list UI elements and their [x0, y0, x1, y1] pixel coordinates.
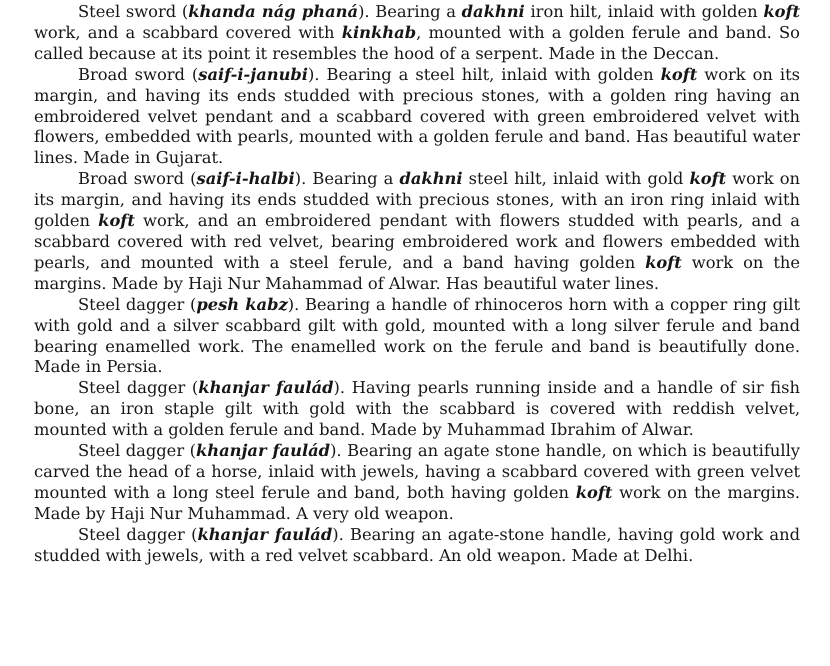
- entry-pesh-kabz: [34, 295, 800, 379]
- term-dakhni: dakhni: [461, 2, 525, 21]
- entry-saif-i-janubi: [34, 65, 800, 170]
- term-koft: koft: [645, 252, 682, 272]
- entry-lead-text: Broad sword (: [78, 169, 197, 189]
- entry-text: ). Bearing an agate stone handle, on which is beautifully carved the head of a horse, inlaid with jewels, having a scabbard covered with green velvet mounted with a long steel ferule and band, both having golden: [34, 441, 800, 502]
- entry-text: iron hilt, inlaid with golden: [524, 2, 764, 21]
- weapon-name: pesh kabz: [196, 294, 288, 314]
- entry-lead-text: Steel dagger (: [78, 378, 199, 398]
- entry-text: work, and an embroidered pendant with flowers studded with pearls, and a scabbard covered with red velvet, bearing embroidered work and flowers embedded with pearls, and mounted with a steel ferule, and a band having golden: [34, 211, 800, 272]
- entry-text: work on its margin, and having its ends studded with precious stones, with a golden ring having an embroidered velvet pendant and a scabbard covered with green embroidered velvet with flowers, embedded with pearls, mounted with a golden ferule and band. Has beautiful water lines. Made in Gujarat.: [34, 64, 801, 168]
- entry-saif-i-halbi: [34, 169, 800, 294]
- weapon-name: khanjar faulád: [197, 524, 333, 544]
- entry-khanjar-faulad-3: [34, 525, 800, 567]
- entry-lead-text: Steel dagger (: [78, 294, 197, 314]
- entry-khanjar-faulad-2: [34, 441, 800, 525]
- entry-lead-text: Steel sword (: [78, 2, 189, 21]
- term-kinkhab: kinkhab: [341, 22, 417, 42]
- entry-lead-text: Steel dagger (: [78, 524, 198, 544]
- term-koft: koft: [98, 211, 135, 231]
- entry-lead-text: Steel dagger (: [78, 441, 196, 461]
- entry-text: ). Bearing an agate-stone handle, having gold work and studded with jewels, with a red velvet scabbard. An old weapon. Made at Delhi.: [34, 524, 800, 565]
- term-koft: koft: [575, 482, 613, 502]
- term-koft: koft: [660, 64, 698, 84]
- term-dakhni: dakhni: [399, 169, 463, 189]
- entry-lead-text: Broad sword (: [78, 64, 199, 84]
- entry-text: work on its margin, and having its ends studded with precious stones, with an iron ring inlaid with golden: [34, 169, 801, 231]
- entry-text: work on the margins. Made by Haji Nur Muhammad. A very old weapon.: [34, 482, 800, 523]
- entry-text: ). Bearing a: [294, 169, 400, 189]
- weapon-name: khanjar faulád: [196, 441, 331, 461]
- weapon-name: saif-i-janubi: [198, 64, 308, 84]
- entry-text: work on the margins. Made by Haji Nur Mahammad of Alwar. Has beautiful water lines.: [34, 252, 800, 293]
- document-page: [34, 2, 800, 566]
- weapon-name: khanda nág phaná: [188, 2, 359, 21]
- term-koft: koft: [689, 169, 727, 189]
- entry-text: steel hilt, inlaid with gold: [462, 169, 690, 189]
- weapon-name: saif-i-halbi: [196, 169, 295, 189]
- term-koft: koft: [763, 2, 800, 21]
- weapon-name: khanjar faulád: [198, 378, 334, 398]
- entry-text: , mounted with a golden ferule and band. So called because at its point it resembles the hood of a serpent. Made in the Deccan.: [34, 22, 800, 63]
- entry-text: ). Bearing a steel hilt, inlaid with golden: [308, 64, 661, 84]
- entry-khanda-nag-phana: [34, 2, 800, 65]
- entry-text: ). Bearing a handle of rhinoceros horn with a copper ring gilt with gold and a silver scabbard gilt with gold, mounted with a long silver ferule and band bearing enamelled work. The enamelled work on the ferule and band is beautifully done. Made in Persia.: [34, 294, 800, 377]
- entry-text: ). Bearing a: [358, 2, 462, 21]
- entry-text: ). Having pearls running inside and a handle of sir fish bone, an iron staple gilt with gold with the scabbard is covered with reddish velvet, mounted with a golden ferule and band. Made by Muhammad Ibrahim of Alwar.: [34, 378, 801, 440]
- entry-text: work, and a scabbard covered with: [34, 22, 342, 42]
- entry-khanjar-faulad-1: [34, 378, 800, 441]
